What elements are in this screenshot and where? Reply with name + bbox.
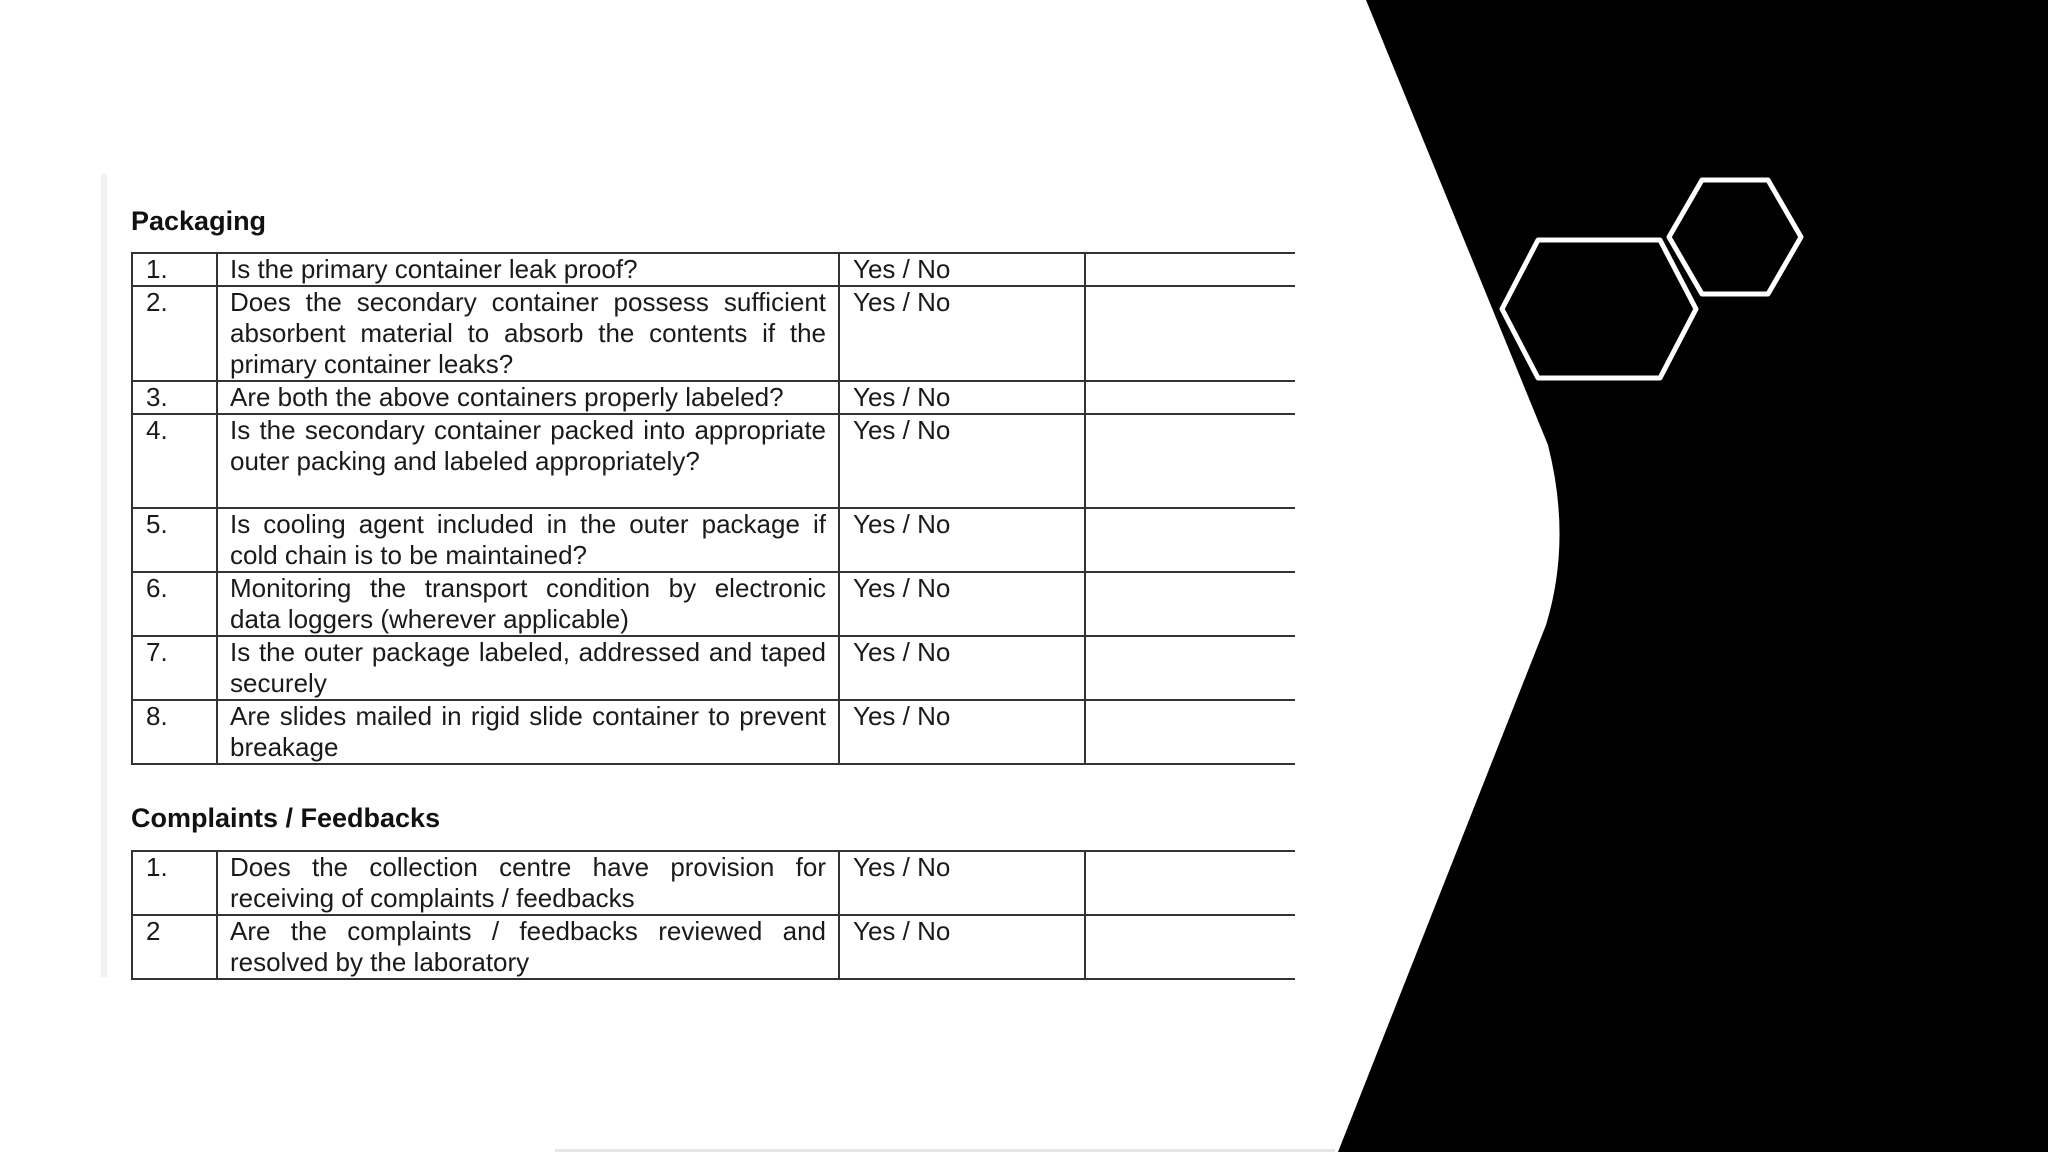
table-row: [132, 636, 1295, 700]
remarks-cell: [1085, 636, 1295, 700]
remarks-cell: [1085, 381, 1295, 414]
question-cell: Monitoring the transport condition by electronic data loggers (wherever applicable): [217, 572, 839, 636]
remarks-cell: [1085, 572, 1295, 636]
checklist-document: [107, 174, 1293, 977]
remarks-cell: [1085, 286, 1295, 381]
complaints-table: [131, 850, 1295, 980]
remarks-cell: [1085, 253, 1295, 286]
table-row: [132, 508, 1295, 572]
answer-cell: Yes / No: [839, 508, 1085, 572]
table-row: [132, 851, 1295, 915]
question-cell: Is cooling agent included in the outer package if cold chain is to be maintained?: [217, 508, 839, 572]
table-row: [132, 253, 1295, 286]
row-number: 6.: [132, 572, 217, 636]
packaging-table: [131, 252, 1295, 765]
table-row: [132, 572, 1295, 636]
answer-cell: Yes / No: [839, 572, 1085, 636]
table-row: [132, 700, 1295, 764]
question-cell: Does the secondary container possess sufficient absorbent material to absorb the contents if the primary container leaks?: [217, 286, 839, 381]
row-number: 7.: [132, 636, 217, 700]
remarks-cell: [1085, 851, 1295, 915]
question-cell: Is the secondary container packed into appropriate outer packing and labeled appropriately?: [217, 414, 839, 508]
answer-cell: Yes / No: [839, 915, 1085, 979]
table-row: [132, 286, 1295, 381]
answer-cell: Yes / No: [839, 414, 1085, 508]
row-number: 2: [132, 915, 217, 979]
row-number: 8.: [132, 700, 217, 764]
remarks-cell: [1085, 700, 1295, 764]
section-title-packaging: Packaging: [131, 206, 267, 236]
question-cell: Is the primary container leak proof?: [217, 253, 839, 286]
remarks-cell: [1085, 414, 1295, 508]
row-number: 4.: [132, 414, 217, 508]
answer-cell: Yes / No: [839, 700, 1085, 764]
question-cell: Are both the above containers properly labeled?: [217, 381, 839, 414]
row-number: 1.: [132, 253, 217, 286]
answer-cell: Yes / No: [839, 381, 1085, 414]
table-row: [132, 414, 1295, 508]
section-title-complaints: Complaints / Feedbacks: [131, 803, 441, 833]
question-cell: Are slides mailed in rigid slide container to prevent breakage: [217, 700, 839, 764]
remarks-cell: [1085, 508, 1295, 572]
row-number: 3.: [132, 381, 217, 414]
answer-cell: Yes / No: [839, 286, 1085, 381]
remarks-cell: [1085, 915, 1295, 979]
row-number: 2.: [132, 286, 217, 381]
row-number: 5.: [132, 508, 217, 572]
answer-cell: Yes / No: [839, 851, 1085, 915]
question-cell: Does the collection centre have provision for receiving of complaints / feedbacks: [217, 851, 839, 915]
question-cell: Is the outer package labeled, addressed and taped securely: [217, 636, 839, 700]
answer-cell: Yes / No: [839, 253, 1085, 286]
question-cell: Are the complaints / feedbacks reviewed and resolved by the laboratory: [217, 915, 839, 979]
answer-cell: Yes / No: [839, 636, 1085, 700]
table-row: [132, 915, 1295, 979]
row-number: 1.: [132, 851, 217, 915]
table-row: [132, 381, 1295, 414]
